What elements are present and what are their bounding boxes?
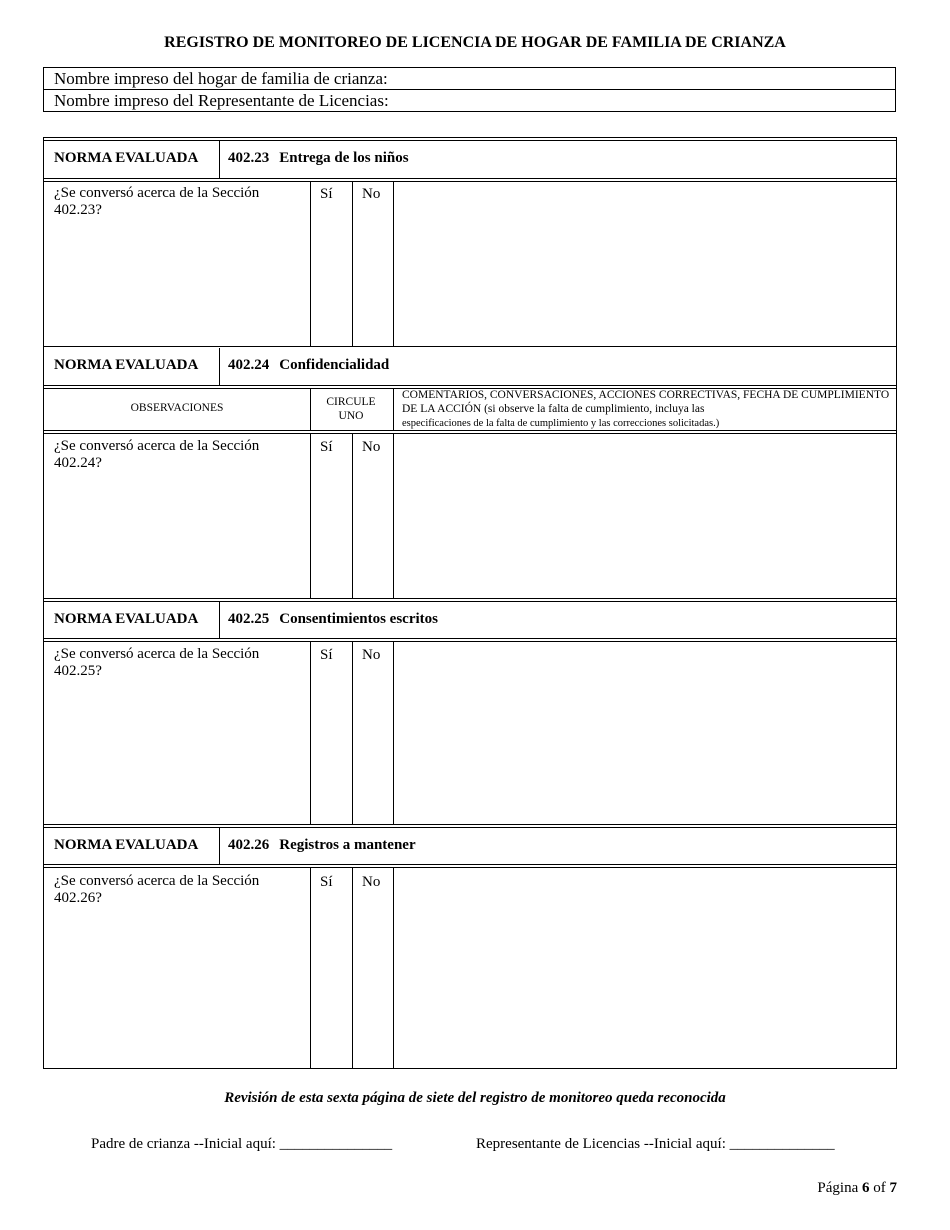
- names-box: [43, 67, 896, 112]
- page-total: 7: [889, 1180, 897, 1196]
- norm-code: 402.24: [228, 357, 270, 373]
- divider: [310, 868, 311, 1069]
- norm-code: 402.25: [228, 611, 270, 627]
- no-option[interactable]: No: [362, 874, 381, 890]
- divider: [219, 827, 220, 864]
- comments-header: [402, 388, 892, 431]
- divider: [44, 346, 896, 347]
- divider: [44, 864, 896, 868]
- norm-name: Registros a mantener: [279, 837, 416, 853]
- comments-main: COMENTARIOS, CONVERSACIONES, ACCIONES CORRECTIVAS, FECHA DE CUMPLIMIENTO DE LA ACCIÓN (si observe la falta de cumplimiento, incluya las: [402, 389, 890, 415]
- divider: [310, 182, 311, 346]
- norm-title: [228, 611, 438, 628]
- divider: [310, 642, 311, 824]
- circle-one-header: [310, 395, 392, 423]
- monitoring-table: [43, 137, 897, 1069]
- norm-label: NORMA EVALUADA: [54, 357, 199, 373]
- norm-code: 402.26: [228, 837, 270, 853]
- section-question: ¿Se conversó acerca de la Sección 402.24?: [54, 438, 260, 471]
- licensing-rep-initial-field[interactable]: Representante de Licencias --Inicial aquí: ______________: [476, 1136, 835, 1152]
- divider: [310, 434, 311, 598]
- licensing-rep-name-field[interactable]: Nombre impreso del Representante de Licencias:: [44, 89, 895, 111]
- divider: [393, 389, 394, 430]
- acknowledgement-text: Revisión de esta sexta página de siete del registro de monitoreo queda reconocida: [224, 1090, 726, 1106]
- yes-option[interactable]: Sí: [320, 186, 333, 202]
- section-question: ¿Se conversó acerca de la Sección 402.26?: [54, 873, 260, 906]
- divider: [352, 434, 353, 598]
- section-question: ¿Se conversó acerca de la Sección 402.25?: [54, 646, 260, 679]
- norm-label: NORMA EVALUADA: [54, 611, 199, 627]
- no-option[interactable]: No: [362, 439, 381, 455]
- divider: [219, 601, 220, 638]
- norm-title: [228, 837, 416, 854]
- divider: [219, 140, 220, 178]
- divider: [352, 868, 353, 1069]
- comments-small: especificaciones de la falta de cumplimiento y las correcciones solicitadas.): [402, 418, 720, 429]
- no-option[interactable]: No: [362, 186, 381, 202]
- page-current: 6: [862, 1180, 870, 1196]
- divider: [219, 348, 220, 385]
- norm-code: 402.23: [228, 150, 270, 166]
- divider: [44, 137, 896, 141]
- divider: [44, 824, 896, 828]
- divider: [393, 868, 394, 1069]
- yes-option[interactable]: Sí: [320, 439, 333, 455]
- observations-header: OBSERVACIONES: [130, 402, 224, 414]
- foster-parent-initial-field[interactable]: Padre de crianza --Inicial aquí: _______________: [91, 1136, 393, 1152]
- divider: [44, 638, 896, 642]
- divider: [393, 434, 394, 598]
- section-question: ¿Se conversó acerca de la Sección 402.23?: [54, 185, 260, 218]
- divider: [44, 598, 896, 602]
- norm-title: [228, 357, 389, 374]
- norm-title: [228, 150, 409, 167]
- yes-option[interactable]: Sí: [320, 647, 333, 663]
- no-option[interactable]: No: [362, 647, 381, 663]
- norm-label: NORMA EVALUADA: [54, 837, 199, 853]
- page-title: REGISTRO DE MONITOREO DE LICENCIA DE HOGAR DE FAMILIA DE CRIANZA: [164, 34, 786, 51]
- norm-name: Entrega de los niños: [279, 150, 409, 166]
- yes-option[interactable]: Sí: [320, 874, 333, 890]
- foster-home-name-field[interactable]: Nombre impreso del hogar de familia de crianza:: [54, 69, 388, 88]
- page-number: [817, 1180, 897, 1197]
- circle-line-1: CIRCULE: [326, 396, 376, 408]
- divider: [393, 642, 394, 824]
- page-prefix: Página: [817, 1180, 859, 1196]
- page-of: of: [873, 1180, 886, 1196]
- norm-label: NORMA EVALUADA: [54, 150, 199, 166]
- norm-name: Confidencialidad: [279, 357, 390, 373]
- divider: [393, 182, 394, 346]
- norm-name: Consentimientos escritos: [279, 611, 438, 627]
- divider: [352, 182, 353, 346]
- divider: [352, 642, 353, 824]
- circle-line-2: UNO: [338, 410, 364, 422]
- divider: [44, 178, 896, 182]
